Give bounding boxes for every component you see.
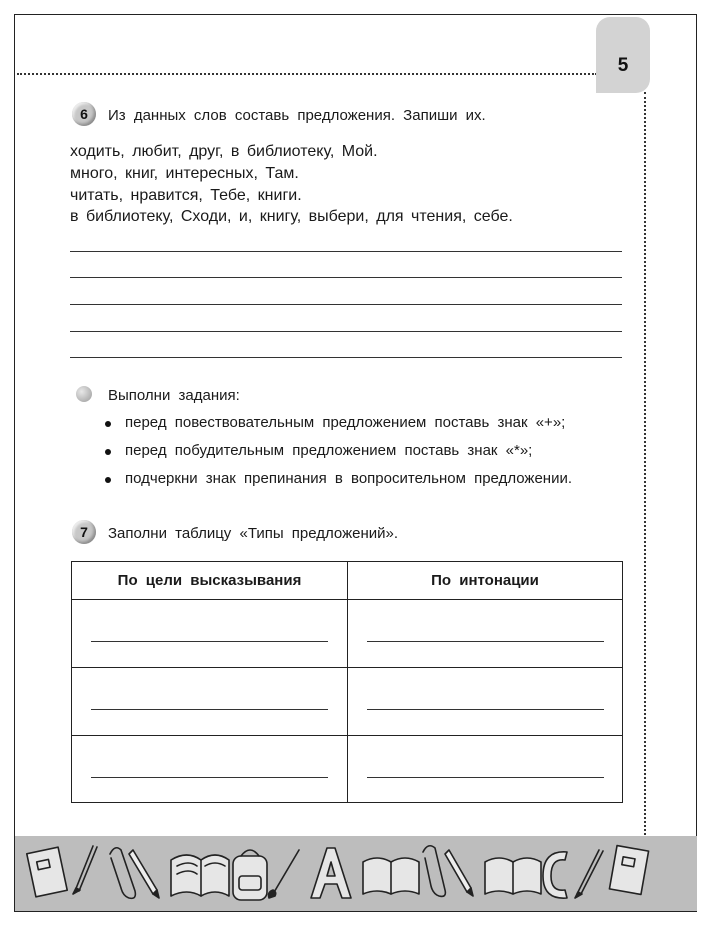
table-cell-input[interactable] <box>367 777 604 778</box>
sentence-types-table <box>71 561 623 803</box>
top-dotted-divider <box>17 73 597 75</box>
table-cell-input[interactable] <box>367 641 604 642</box>
bonus-item-1: перед повествовательным предложением поставь знак «+»; <box>125 414 566 431</box>
answer-line-3[interactable] <box>70 304 622 305</box>
bullet-icon <box>105 477 111 483</box>
bonus-item-3: подчеркни знак препинания в вопросительном предложении. <box>125 470 572 487</box>
table-cell-input[interactable] <box>91 641 328 642</box>
letter-a-icon <box>311 848 351 898</box>
task-6-words-line-2: много, книг, интересных, Там. <box>70 165 299 182</box>
answer-line-5[interactable] <box>70 357 622 358</box>
notebook-icon <box>609 846 648 895</box>
right-dotted-divider <box>644 92 646 835</box>
task-6-badge: 6 <box>72 102 96 126</box>
table-cell-input[interactable] <box>367 709 604 710</box>
pencil-icon <box>445 850 473 896</box>
footer-icons <box>15 836 697 911</box>
pen-icon <box>73 846 97 894</box>
table-cell-input[interactable] <box>91 777 328 778</box>
bullet-icon <box>105 449 111 455</box>
paperclip-icon <box>423 846 445 897</box>
task-6-words-line-4: в библиотеку, Сходи, и, книгу, выбери, для чтения, себе. <box>70 208 513 225</box>
task-6-words-line-3: читать, нравится, Тебе, книги. <box>70 187 302 204</box>
notebook-icon <box>27 847 67 897</box>
answer-line-1[interactable] <box>70 251 622 252</box>
brush-icon <box>269 850 300 898</box>
task-7-badge: 7 <box>72 520 96 544</box>
bonus-task-instruction: Выполни задания: <box>108 387 240 404</box>
task-6-words-line-1: ходить, любит, друг, в библиотеку, Мой. <box>70 143 378 160</box>
bonus-task-dot-icon <box>76 386 92 402</box>
answer-line-4[interactable] <box>70 331 622 332</box>
bonus-item-2: перед побудительным предложением поставь знак «*»; <box>125 442 533 459</box>
letter-c-icon <box>543 852 567 898</box>
page-number: 5 <box>617 55 629 76</box>
backpack-icon <box>233 850 267 900</box>
pencil-icon <box>129 850 159 898</box>
open-book-icon <box>363 858 419 894</box>
task-7-instruction: Заполни таблицу «Типы предложений». <box>108 525 399 542</box>
table-header-purpose: По цели высказывания <box>117 572 302 589</box>
bullet-icon <box>105 421 111 427</box>
table-cell-input[interactable] <box>91 709 328 710</box>
open-book-icon <box>485 858 541 894</box>
open-book-icon <box>171 855 229 896</box>
table-header-intonation: По интонации <box>431 572 539 589</box>
answer-line-2[interactable] <box>70 277 622 278</box>
task-6-instruction: Из данных слов составь предложения. Запиши их. <box>108 107 486 124</box>
pen-icon <box>575 850 603 898</box>
